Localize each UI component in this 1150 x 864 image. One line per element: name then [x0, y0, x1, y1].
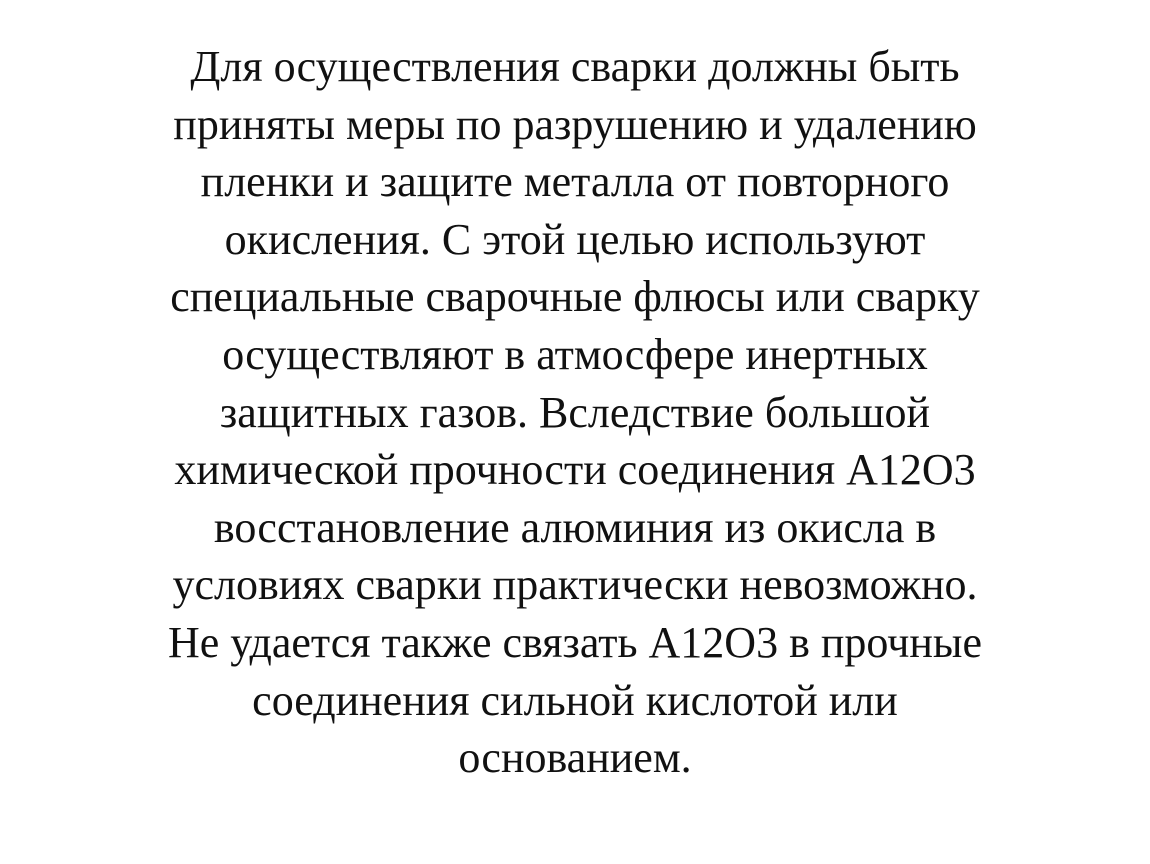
text-line: соединения сильной кислотой или	[252, 675, 898, 725]
text-line: Не удается также связать А12О3 в прочные	[167, 617, 983, 667]
text-line: пленки и защите металла от повторного	[200, 157, 950, 207]
text-line: основанием.	[458, 733, 692, 783]
slide-body-text	[60, 38, 1090, 787]
text-line: специальные сварочные флюсы или сварку	[170, 272, 980, 322]
text-line: восстановление алюминия из окисла в	[213, 502, 937, 552]
text-line: защитных газов. Вследствие большой	[219, 387, 931, 437]
text-line: условиях сварки практически невозможно.	[172, 560, 978, 610]
text-line: химической прочности соединения А12О3	[174, 445, 976, 495]
text-line: Для осуществления сварки должны быть	[190, 42, 960, 91]
text-line: осуществляют в атмосфере инертных	[222, 329, 928, 379]
text-line: приняты меры по разрушению и удалению	[173, 99, 977, 149]
text-line: окисления. С этой целью используют	[224, 214, 926, 264]
